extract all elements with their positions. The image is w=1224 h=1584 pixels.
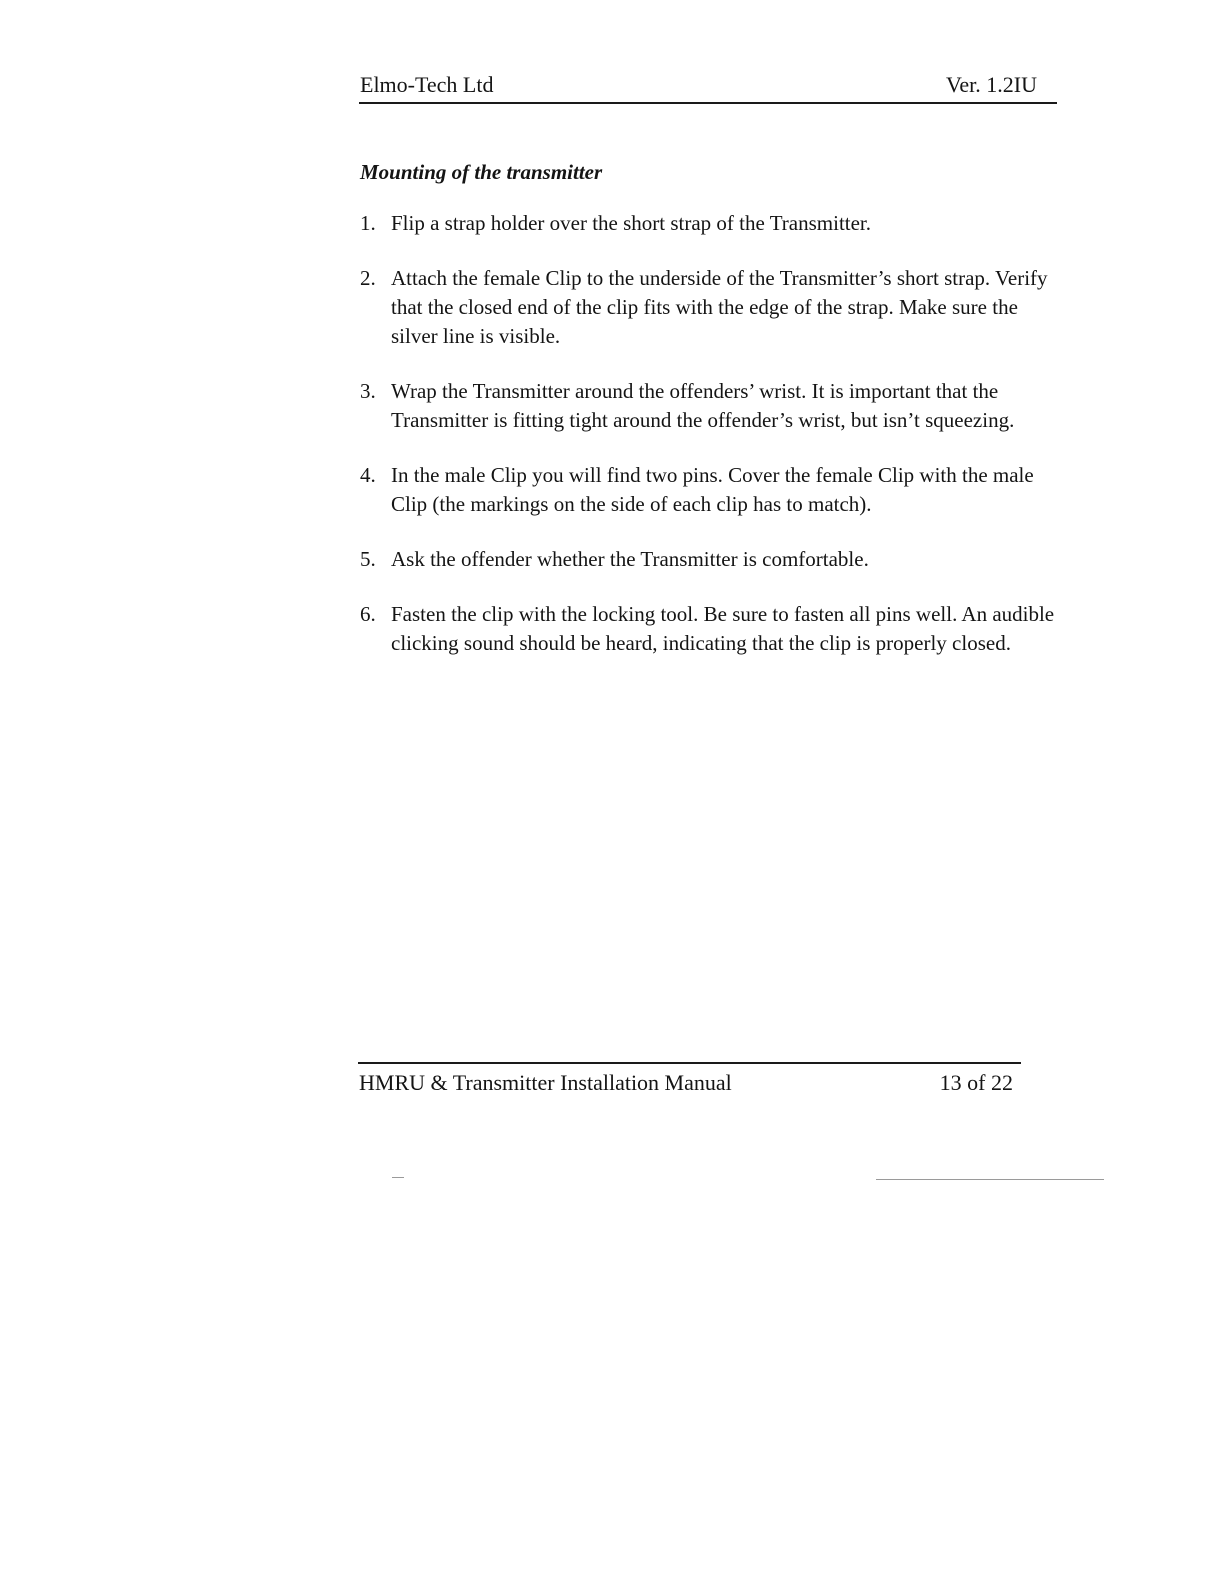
step-text: In the male Clip you will find two pins. Cover the female Clip with the male Clip (the markings on the side of each clip has to match). xyxy=(391,463,1034,516)
version-label: Ver. 1.2IU xyxy=(945,72,1037,97)
step-item xyxy=(360,461,1060,519)
footer-divider xyxy=(358,1062,1021,1064)
scan-artifact xyxy=(392,1177,404,1178)
step-number: 4. xyxy=(360,463,376,487)
steps-list xyxy=(360,209,1060,684)
step-number: 2. xyxy=(360,266,376,290)
step-text: Flip a strap holder over the short strap of the Transmitter. xyxy=(391,211,872,235)
step-item xyxy=(360,264,1060,351)
page-footer xyxy=(359,1069,1019,1099)
section-title: Mounting of the transmitter xyxy=(360,160,603,184)
step-number: 1. xyxy=(360,211,376,235)
step-text: Fasten the clip with the locking tool. Be sure to fasten all pins well. An audible clicking sound should be heard, indicating that the clip is properly closed. xyxy=(391,602,1055,655)
company-name: Elmo-Tech Ltd xyxy=(360,72,494,97)
scan-artifact xyxy=(876,1179,1104,1180)
step-text: Ask the offender whether the Transmitter is comfortable. xyxy=(391,547,869,571)
step-item xyxy=(360,600,1060,658)
manual-title: HMRU & Transmitter Installation Manual xyxy=(359,1070,732,1095)
page-header xyxy=(359,70,1057,104)
step-number: 6. xyxy=(360,602,376,626)
step-item xyxy=(360,545,1060,574)
step-number: 3. xyxy=(360,379,376,403)
step-number: 5. xyxy=(360,547,376,571)
step-text: Attach the female Clip to the underside of the Transmitter’s short strap. Verify that the closed end of the clip fits with the edge of the strap. Make sure the silver line is visible. xyxy=(391,266,1048,348)
step-item xyxy=(360,209,1060,238)
step-item xyxy=(360,377,1060,435)
page-number: 13 of 22 xyxy=(939,1070,1013,1095)
step-text: Wrap the Transmitter around the offenders’ wrist. It is important that the Transmitter is fitting tight around the offender’s wrist, but isn’t squeezing. xyxy=(391,379,1015,432)
